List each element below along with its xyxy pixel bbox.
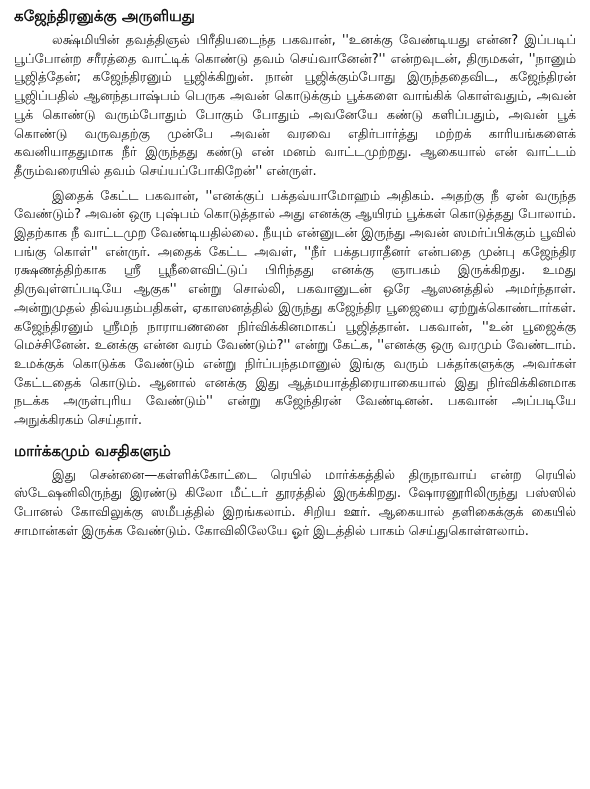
section-heading-route: மார்க்கமும் வசதிகளும் [14, 441, 171, 460]
paragraph-bhagavan-reply: இதைக் கேட்ட பகவான், ''எனக்குப் பக்தவ்யாமோஹம் அதிகம். அதற்கு நீ ஏன் வருந்த வேண்டும்? அவன் ஒரு புஷ்பம் கொடுத்தால் அது எனக்கு ஆயிரம் பூக்கள் கொடுத்தது போலாம். இதற்காக நீ வாட்டமுற வேண்டியதில்லை. நீயும் என்னுடன் இருந்து அவன் ஸமர்ப்பிக்கும் பூவில் பங்கு கொள்'' என்ருர். அதைக் கேட்ட அவள், ''நீர் பக்தபராதீனர் என்பதை முன்பு கஜேந்திர ரக்ஷணத்திற்காக ஸ்ரீ பூநீளைவிட்டுப் பிரிந்தது எனக்கு ஞாபகம் இருக்கிறது. உமது திருவுள்ளப்படியே ஆகுக'' என்று சொல்லி, பகவானுடன் ஒரே ஆஸனத்தில் அமர்ந்தாள். அன்றுமுதல் திவ்யதம்பதிகள், ஏகாஸனத்தில் இருந்து கஜேந்திர பூஜையை ஏற்றுக்கொண்டார்கள். கஜேந்திரனும் ஸ்ரீமந் நாராயணனை நிர்விக்கினமாகப் பூஜித்தான். பகவான், ''உன் பூஜைக்கு மெச்சினேன். உனக்கு என்ன வரம் வேண்டும்?'' என்று கேட்க, ''எனக்கு ஒரு வரமும் வேண்டாம். உமக்குக் கொடுக்க வேண்டும் என்று நிர்ப்பந்தமானுல் இங்கு வரும் பக்தர்களுக்கு அவர்கள் கேட்டதைக் கொடும். ஆனால் எனக்கு இது ஆத்மயாத்திரையாகையால் இது நிர்விக்கினமாக நடக்க அருள்புரிய வேண்டும்'' என்று கஜேந்திரன் வேண்டினன். பகவான் அப்படியே அநுக்கிரகம் செய்தார். [14, 188, 576, 429]
paragraph-route-facilities: இது சென்னை—கள்ளிக்கோட்டை ரெயில் மார்க்கத்தில் திருநாவாய் என்ற ரெயில் ஸ்டேஷனிலிருந்து இரண்டு கிலோ மீட்டர் தூரத்தில் இருக்கிறது. ஷோரனூரிலிருந்து பஸ்ஸில் போனல் கோவிலுக்கு ஸமீபத்தில் இறங்கலாம். சிறிய ஊர். ஆகையால் தளிகைக்குக் கையில் சாமான்கள் இருக்க வேண்டும். கோவிலிலேயே ஓர் இடத்தில் பாகம் செய்துகொள்ளலாம். [14, 467, 576, 539]
section-heading-gajendra: கஜேந்திரனுக்கு அருளியது [14, 7, 195, 25]
paragraph-lakshmi-penance: லக்ஷ்மியின் தவத்திஞல் பிரீதியடைந்த பகவான், ''உனக்கு வேண்டியது என்ன? இப்படிப் பூப்போன்ற சரீரத்தை வாட்டிக் கொண்டு தவம் செய்வானேன்?'' என்றவுடன், திருமகள், ''நானும் பூஜித்தேன்; கஜேந்திரனும் பூஜிக்கிறுன். நான் பூஜிக்கும்போது இருந்ததைவிட, கஜேந்திரன் பூஜிப்பதில் ஆனந்தபாஷ்பம் பெருக அவன் கொடுக்கும் பூக்களை வாங்கிக் கொள்வதும், அவன் பூக் கொண்டு வரும்போதும் போகும் போதும் அவனேயே கண்டு களிப்பதும், அவன் பூக் கொண்டு வருவதற்கு முன்பே அவன் வரவை எதிர்பார்த்து மற்றக் காரியங்களைக் கவனியாததுமாக நீர் இருந்தது கண்டு என் மனம் வாட்டமுற்றது. ஆகையால் என் வாட்டம் தீரும்வரையில் தவம் செய்யப்போகிறேன்'' என்ருள். [14, 33, 576, 179]
